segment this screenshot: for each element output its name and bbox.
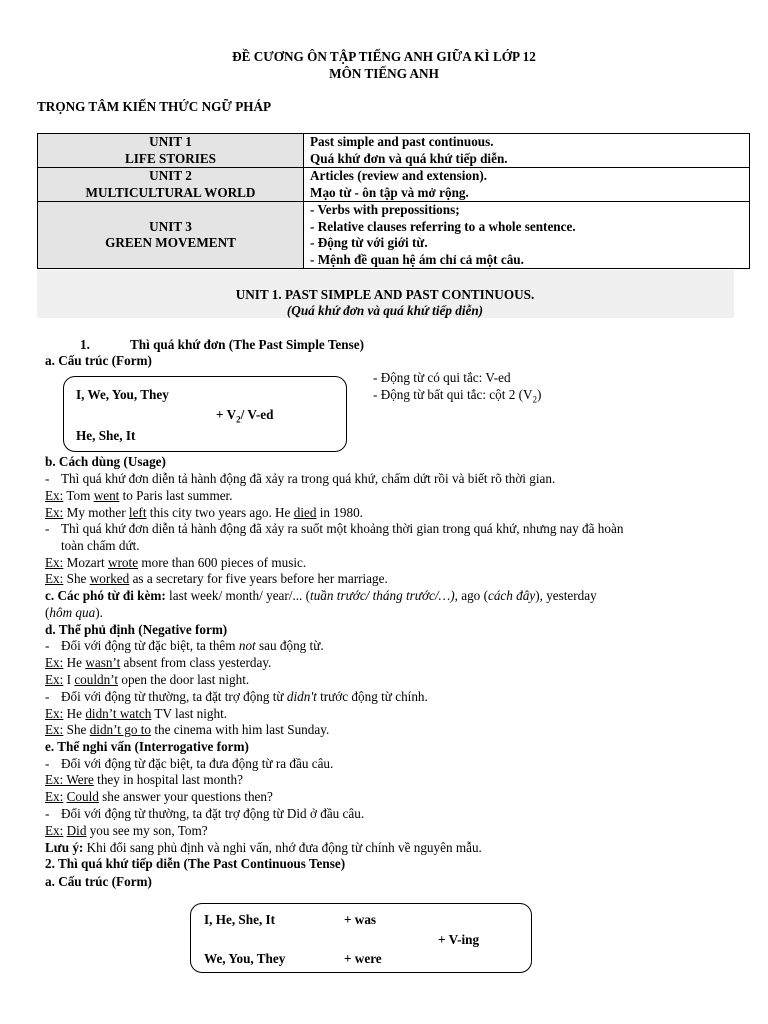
unit-3-topic-3: - Động từ với giới từ. — [310, 235, 428, 250]
unit-3-topics — [304, 202, 750, 269]
interrogative-rule-1: - Đối với động từ đặc biệt, ta đưa động từ ra đầu câu. — [45, 756, 334, 771]
form-subject-singular: I, He, She, It — [204, 912, 276, 927]
unit-1-topics — [304, 134, 750, 168]
unit-1-subheading: (Quá khứ đơn và quá khứ tiếp diễn) — [286, 303, 484, 318]
form-subject-plural: I, We, You, They — [76, 387, 169, 402]
unit-2-title: MULTICULTURAL WORLD — [85, 184, 256, 200]
regular-verb-note: - Động từ có qui tắc: V-ed — [373, 370, 511, 385]
example: Ex: She didn’t go to the cinema with him last Sunday. — [45, 722, 330, 737]
unit-1-title: LIFE STORIES — [124, 150, 216, 166]
section-1-number: 1. — [80, 337, 90, 352]
form-verb: + $V_2/$ V-ed — [216, 407, 274, 425]
unit-2-name: UNIT 2 — [149, 168, 192, 183]
form-subject-plural: We, You, They — [204, 951, 286, 966]
interrogative-rule-2: - Đối với động từ thường, ta đặt trợ động từ Did ở đầu câu. — [45, 806, 365, 821]
unit-3-cell — [38, 202, 304, 269]
usage-1: - Thì quá khứ đơn diễn tả hành động đã xảy ra trong quá khứ, chấm dứt rồi và biết rõ thời gian. — [45, 471, 556, 486]
example: Ex: My mother left this city two years ago. He died in 1980. — [45, 505, 363, 520]
unit-3-topic-2: - Relative clauses referring to a whole sentence. — [310, 218, 576, 234]
unit-2-topics — [304, 168, 750, 202]
irregular-verb-note: - Động từ bất qui tắc: cột 2 $(V_2)$ — [373, 387, 542, 405]
example: Ex: Could she answer your questions then? — [45, 789, 273, 804]
table-row — [38, 202, 750, 269]
form-ving: + V-ing — [438, 932, 480, 947]
document-subtitle: MÔN TIẾNG ANH — [329, 66, 439, 81]
adverbs-line-cont: (hôm qua). — [45, 605, 103, 620]
form-was: + was — [344, 912, 377, 927]
interrogative-heading: e. Thể nghi vấn (Interrogative form) — [45, 739, 249, 754]
example: Ex: Were they in hospital last month? — [45, 772, 243, 787]
form-heading-2: a. Cấu trúc (Form) — [45, 874, 152, 889]
example: Ex: He wasn’t absent from class yesterday. — [45, 655, 272, 670]
example: Ex: I couldn’t open the door last night. — [45, 672, 250, 687]
units-table — [37, 133, 750, 269]
unit-3-topic-4: - Mệnh đề quan hệ ám chỉ cả một câu. — [310, 251, 524, 267]
note-line: Lưu ý: Khi đổi sang phủ định và nghi vấn, nhớ đưa động từ chính về nguyên mẫu. — [45, 840, 482, 855]
section-1-title: Thì quá khứ đơn (The Past Simple Tense) — [130, 337, 364, 352]
form-heading: a. Cấu trúc (Form) — [45, 353, 152, 368]
unit-3-topic-1: - Verbs with prepossitions; — [310, 202, 460, 217]
unit-1-cell — [38, 134, 304, 168]
form-subject-singular: He, She, It — [76, 428, 136, 443]
table-row — [38, 168, 750, 202]
unit-1-name: UNIT 1 — [149, 134, 192, 149]
section-2-title: 2. Thì quá khứ tiếp diễn (The Past Continuous Tense) — [45, 856, 346, 871]
usage-2-cont: toàn chấm dứt. — [61, 538, 140, 553]
unit-2-topic-en: Articles (review and extension). — [310, 168, 488, 183]
unit-2-cell — [38, 168, 304, 202]
usage-2: - Thì quá khứ đơn diễn tả hành động đã xảy ra suốt một khoảng thời gian trong quá khứ, nhưng nay đã hoàn — [45, 521, 624, 536]
form-were: + were — [344, 951, 382, 966]
negative-rule-1: - Đối với động từ đặc biệt, ta thêm not sau động từ. — [45, 638, 324, 653]
unit-3-name: UNIT 3 — [149, 218, 192, 234]
example: Ex: Did you see my son, Tom? — [45, 823, 208, 838]
example: Ex: Tom went to Paris last summer. — [45, 488, 233, 503]
usage-heading: b. Cách dùng (Usage) — [45, 454, 166, 469]
unit-1-topic-en: Past simple and past continuous. — [310, 134, 494, 149]
example: Ex: He didn’t watch TV last night. — [45, 706, 228, 721]
unit-1-topic-vi: Quá khứ đơn và quá khứ tiếp diễn. — [310, 150, 508, 166]
unit-2-topic-vi: Mạo từ - ôn tập và mở rộng. — [310, 184, 469, 200]
table-row — [38, 134, 750, 168]
example: Ex: She worked as a secretary for five years before her marriage. — [45, 571, 388, 586]
unit-3-title: GREEN MOVEMENT — [105, 235, 236, 250]
section-heading: TRỌNG TÂM KIẾN THỨC NGỮ PHÁP — [37, 99, 272, 114]
negative-heading: d. Thể phủ định (Negative form) — [45, 622, 228, 637]
document-title: ĐỀ CƯƠNG ÔN TẬP TIẾNG ANH GIỮA KÌ LỚP 12 — [232, 49, 536, 64]
example: Ex: Mozart wrote more than 600 pieces of music. — [45, 555, 307, 570]
adverbs-line: c. Các phó từ đi kèm: last week/ month/ year/... (tuần trước/ tháng trước/…), ago (cách đây), yesterday — [45, 588, 597, 603]
unit-1-heading: UNIT 1. PAST SIMPLE AND PAST CONTINUOUS. — [235, 287, 535, 302]
negative-rule-2: - Đối với động từ thường, ta đặt trợ động từ didn't trước động từ chính. — [45, 689, 428, 704]
